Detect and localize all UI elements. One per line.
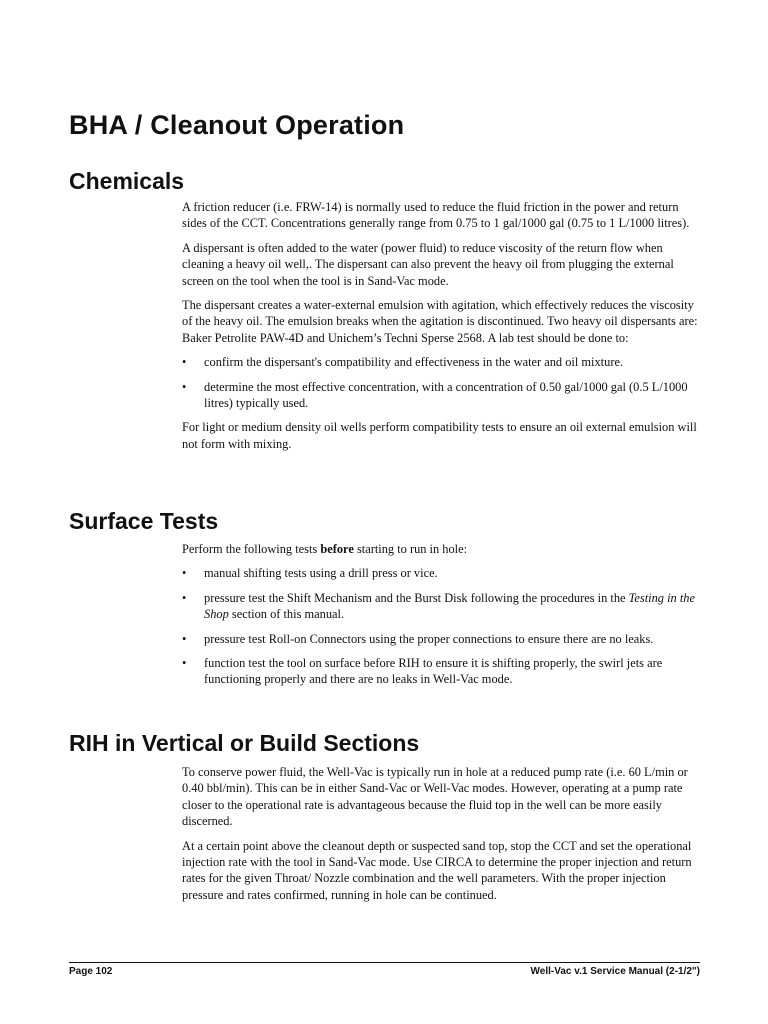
- intro-bold-text: before: [320, 542, 354, 556]
- intro-text: Perform the following tests: [182, 542, 321, 556]
- bullet-marker: •: [182, 590, 187, 605]
- bullet-marker: •: [182, 379, 187, 394]
- chemicals-paragraph-2: A dispersant is often added to the water (power fluid) to reduce viscosity of the return flow when cleaning a heavy oil well,. The dispersant can also prevent the heavy oil from plugging the external screen on the tool when the tool is in Sand-Vac mode.: [182, 240, 674, 288]
- list-item: [182, 565, 702, 581]
- surface-tests-bullet-list: [182, 565, 702, 687]
- chemicals-bullet-list: [182, 354, 702, 411]
- bullet-marker: •: [182, 566, 187, 581]
- chemicals-paragraph-3: The dispersant creates a water-external emulsion with agitation, which effectively reduces the viscosity of the heavy oil. The emulsion breaks when the agitation is discontinued. Two heavy oil dispersants are: Baker Petrolite PAW-4D and Unichem’s Techni Sperse 2568. A lab test should be done to:: [182, 298, 698, 345]
- footer-page-number: Page 102: [69, 966, 113, 977]
- chemicals-paragraph-1: A friction reducer (i.e. FRW-14) is normally used to reduce the fluid friction in the power and return sides of the CCT. Concentrations generally range from 0.75 to 1 gal/1000 gal (0.75 to 1 L/1000 litres).: [182, 200, 690, 231]
- surface-tests-section: [182, 541, 702, 696]
- bullet-text: manual shifting tests using a drill press or vice.: [204, 566, 438, 581]
- chemicals-section: [182, 199, 702, 460]
- list-item: [182, 354, 702, 370]
- rih-section: [182, 764, 702, 911]
- intro-text-end: starting to run in hole:: [353, 542, 468, 556]
- bullet-text: function test the tool on surface before RIH to ensure it is shifting properly, the swirl jets are functioning properly and there are no leaks in Well-Vac mode.: [204, 656, 663, 687]
- bullet-text-end: section of this manual.: [228, 607, 345, 622]
- rih-heading: RIH in Vertical or Build Sections: [69, 730, 420, 756]
- bullet-text: pressure test the Shift Mechanism and the Burst Disk following the procedures in the: [204, 590, 629, 605]
- footer-manual-title: Well-Vac v.1 Service Manual (2-1/2"): [530, 966, 700, 977]
- rih-paragraph-2: At a certain point above the cleanout depth or suspected sand top, stop the CCT and set the operational injection rate with the tool in Sand-Vac mode. Use CIRCA to determine the proper injection and return rates for the given Throat/ Nozzle combination and the well parameters. With the proper injection pressure and rates confirmed, running in hole can be continued.: [182, 838, 692, 902]
- surface-tests-intro: [182, 541, 702, 557]
- list-item: [182, 379, 702, 412]
- list-item: [182, 590, 702, 623]
- chemicals-heading: Chemicals: [69, 168, 185, 194]
- surface-tests-heading: Surface Tests: [69, 508, 219, 534]
- bullet-text: pressure test Roll-on Connectors using the proper connections to ensure there are no leaks.: [204, 631, 654, 646]
- bullet-text: confirm the dispersant's compatibility and effectiveness in the water and oil mixture.: [204, 355, 624, 370]
- page-title: BHA / Cleanout Operation: [69, 110, 405, 140]
- bullet-marker: •: [182, 656, 187, 671]
- chemicals-paragraph-4: For light or medium density oil wells perform compatibility tests to ensure an oil external emulsion will not form with mixing.: [182, 420, 697, 451]
- rih-paragraph-1: To conserve power fluid, the Well-Vac is typically run in hole at a reduced pump rate (i.e. 60 L/min or 0.40 bbl/min). This can be in either Sand-Vac or Well-Vac modes. However, operating at a pump rate closer to the operational rate is advantageous because the fluid top in the well can be more easily discerned.: [182, 765, 688, 829]
- list-item: [182, 655, 702, 688]
- bullet-marker: •: [182, 355, 187, 370]
- bullet-text: determine the most effective concentration, with a concentration of 0.50 gal/1000 gal (0.5 L/1000 litres) typically used.: [204, 379, 688, 411]
- bullet-marker: •: [182, 631, 187, 646]
- footer-divider: [69, 962, 700, 963]
- list-item: [182, 631, 702, 647]
- bullet-italic-text: Testing in the Shop: [204, 590, 695, 622]
